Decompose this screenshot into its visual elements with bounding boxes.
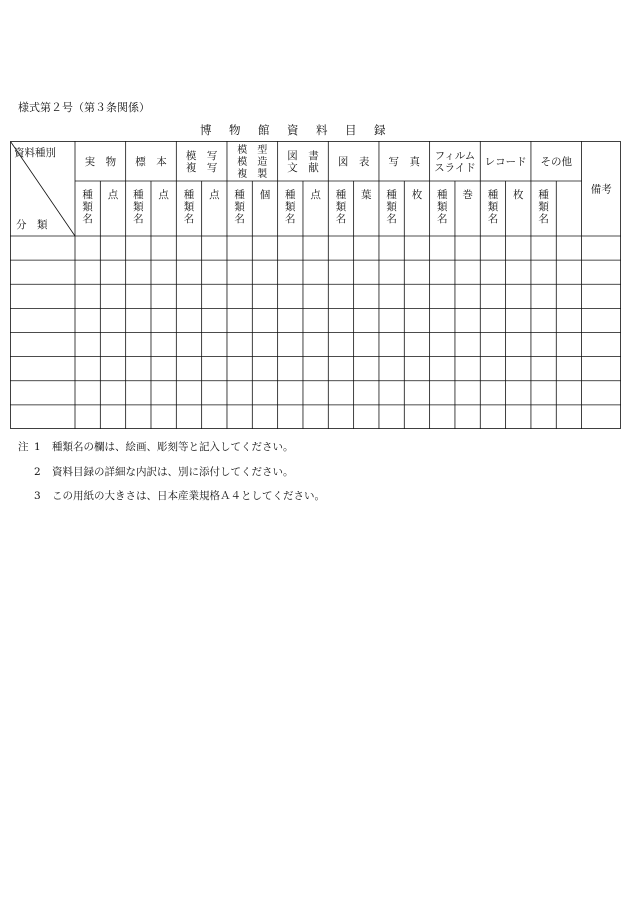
subcolumn-label-char: 類 [538, 201, 549, 213]
subcolumn-label-char: 種 [335, 189, 347, 201]
subcolumn-label-char: 枚 [513, 189, 524, 201]
title-char: 館 [258, 123, 270, 137]
subcolumn-label-char: 類 [335, 201, 347, 213]
note-text: 種類名の欄は、絵画、彫刻等と記入してください。 [52, 441, 294, 453]
note-item [18, 484, 325, 509]
group-header-label: 写 真 [388, 156, 421, 168]
subcolumn-label-char: 名 [285, 213, 296, 225]
subcolumn-label-char: 類 [386, 201, 397, 213]
title-char: 録 [374, 123, 386, 137]
catalog-table [10, 141, 622, 429]
title-char: 料 [316, 123, 328, 137]
subcolumn-label-char: 類 [487, 201, 499, 213]
group-header-label: 標 本 [135, 156, 167, 168]
note-text: この用紙の大きさは、日本産業規格Ａ４としてください。 [52, 490, 325, 502]
group-header-label: その他 [540, 156, 573, 168]
note-item [18, 460, 325, 485]
group-header-label: 図 書 [287, 150, 319, 162]
title-char: 目 [345, 123, 357, 137]
subcolumn-label-char: 種 [133, 189, 144, 201]
subcolumn-label-char: 名 [82, 213, 93, 225]
subcolumn-label-char: 類 [285, 201, 296, 213]
title-char: 資 [287, 123, 299, 137]
subcolumn-label-char: 点 [209, 189, 220, 201]
notes-section [18, 435, 325, 509]
subcolumn-label-char: 種 [386, 189, 397, 201]
group-header-label: レコード [484, 156, 527, 168]
subcolumn-label-char: 名 [133, 213, 144, 225]
note-number: 2 [34, 465, 41, 478]
group-header-label: フィルム [434, 150, 476, 162]
subcolumn-label-char: 類 [183, 201, 195, 213]
group-header-label: 文 献 [287, 162, 319, 174]
corner-label-bottom: 分 類 [16, 219, 48, 231]
subcolumn-label-char: 点 [158, 189, 169, 201]
table-border [11, 142, 621, 429]
note-number: 3 [34, 490, 41, 502]
subcolumn-label-char: 種 [538, 189, 549, 201]
subcolumn-label-char: 類 [133, 201, 144, 213]
subcolumn-label-char: 巻 [462, 189, 473, 201]
group-header-label: 図 表 [337, 156, 370, 168]
subcolumn-label-char: 点 [310, 189, 321, 201]
note-item [18, 435, 325, 460]
subcolumn-label-char: 名 [487, 213, 499, 225]
subcolumn-label-char: 葉 [361, 189, 372, 201]
group-header-label: 模 写 [185, 150, 218, 162]
subcolumn-label-char: 名 [386, 213, 397, 225]
group-header-label: スライド [434, 162, 476, 174]
subcolumn-label-char: 種 [487, 189, 499, 201]
note-text: 資料目録の詳細な内訳は、別に添付してください。 [52, 465, 294, 478]
subcolumn-label-char: 名 [538, 213, 549, 225]
subcolumn-label-char: 名 [234, 213, 245, 225]
subcolumn-label-char: 種 [183, 189, 195, 201]
group-header-label: 複 写 [185, 162, 218, 174]
subcolumn-label-char: 点 [107, 189, 119, 201]
group-header-label: 複 製 [237, 169, 268, 180]
corner-label-top: 資料種別 [14, 147, 56, 159]
subcolumn-label-char: 種 [437, 189, 448, 201]
document-title [200, 122, 403, 138]
subcolumn-label-char: 類 [82, 201, 93, 213]
group-header-label: 模 造 [237, 157, 268, 168]
group-header-label: 模 型 [237, 145, 268, 156]
group-header-label: 実 物 [84, 156, 117, 168]
subcolumn-label-char: 枚 [411, 189, 423, 201]
subcolumn-label-char: 類 [234, 201, 245, 213]
title-char: 博 [200, 123, 212, 137]
subcolumn-label-char: 個 [259, 189, 271, 201]
subcolumn-label-char: 名 [183, 213, 195, 225]
subcolumn-label-char: 名 [335, 213, 347, 225]
note-prefix: 注 [18, 441, 29, 453]
subcolumn-label-char: 名 [437, 213, 448, 225]
title-char: 物 [229, 123, 241, 137]
remarks-header: 備考 [590, 183, 612, 196]
subcolumn-label-char: 類 [437, 201, 448, 213]
subcolumn-label-char: 種 [285, 189, 296, 201]
note-number: 1 [34, 441, 41, 453]
subcolumn-label-char: 種 [234, 189, 245, 201]
form-number-label: 様式第２号（第３条関係） [18, 101, 150, 114]
subcolumn-label-char: 種 [82, 189, 93, 201]
